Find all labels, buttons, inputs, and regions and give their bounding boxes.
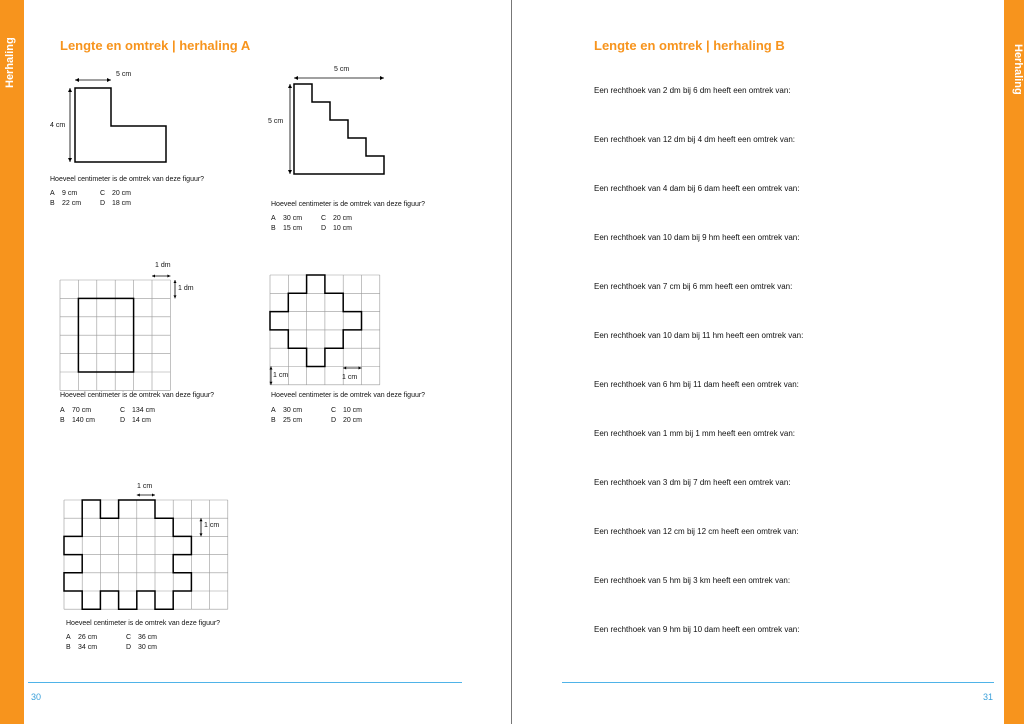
- figure-3-grid-rectangle: [60, 260, 200, 395]
- right-side-tab: [1004, 0, 1024, 724]
- answer-key: D: [99, 200, 106, 207]
- question-line: Een rechthoek van 1 mm bij 1 mm heeft een omtrek van:: [594, 429, 795, 438]
- fig4-answers: [271, 406, 379, 426]
- fig1-question: Hoeveel centimeter is de omtrek van deze figuur?: [50, 176, 205, 183]
- fig1-answers: [50, 189, 148, 209]
- figure-2-staircase: [280, 70, 400, 180]
- page-fold: [511, 0, 512, 724]
- question-line: Een rechthoek van 10 dam bij 11 hm heeft een omtrek van:: [594, 331, 804, 340]
- question-line: Een rechthoek van 4 dam bij 6 dam heeft een omtrek van:: [594, 184, 800, 193]
- answer-key: C: [119, 407, 126, 414]
- figure-1-l-shape: [60, 72, 180, 172]
- answer-key: D: [125, 644, 132, 651]
- page-a-title: Lengte en omtrek | herhaling A: [60, 38, 251, 53]
- answer-value: 20 cm: [342, 417, 363, 424]
- fig5-answers: [66, 633, 174, 653]
- answer-value: 9 cm: [62, 190, 78, 197]
- question-line: Een rechthoek van 2 dm bij 6 dm heeft een omtrek van:: [594, 86, 791, 95]
- fig1-width-label: 5 cm: [116, 71, 132, 78]
- figure-5-grid-shape: [64, 500, 234, 615]
- page-b-footer-rule: [562, 682, 994, 683]
- fig5-vertical-unit: 1 cm: [204, 522, 220, 529]
- answer-value: 20 cm: [332, 215, 353, 222]
- answer-key: B: [60, 417, 65, 424]
- fig5-horizontal-unit: 1 cm: [137, 483, 153, 490]
- question-line: Een rechthoek van 3 dm bij 7 dm heeft een omtrek van:: [594, 478, 791, 487]
- answer-key: A: [50, 190, 55, 197]
- page-b-title: Lengte en omtrek | herhaling B: [594, 38, 785, 53]
- answer-key: D: [330, 417, 337, 424]
- fig4-horizontal-unit: 1 cm: [342, 374, 358, 381]
- answer-key: A: [271, 215, 276, 222]
- answer-key: C: [330, 407, 337, 414]
- question-line: Een rechthoek van 6 hm bij 11 dam heeft een omtrek van:: [594, 380, 799, 389]
- answer-key: A: [271, 407, 276, 414]
- answer-key: B: [66, 644, 71, 651]
- page-a-number: 30: [31, 692, 42, 702]
- answer-value: 140 cm: [72, 417, 95, 424]
- fig1-height-label: 4 cm: [50, 122, 66, 129]
- answer-key: A: [66, 634, 71, 641]
- answer-key: B: [50, 200, 55, 207]
- right-tab-label: Herhaling: [1012, 44, 1024, 95]
- fig2-question: Hoeveel centimeter is de omtrek van deze figuur?: [271, 201, 426, 208]
- answer-value: 70 cm: [72, 407, 92, 414]
- question-line: Een rechthoek van 7 cm bij 6 mm heeft een omtrek van:: [594, 282, 793, 291]
- answer-value: 36 cm: [137, 634, 158, 641]
- answer-value: 30 cm: [283, 407, 303, 414]
- answer-key: D: [119, 417, 126, 424]
- fig3-answers: [60, 406, 168, 426]
- answer-key: C: [125, 634, 132, 641]
- question-line: Een rechthoek van 5 hm bij 3 km heeft een omtrek van:: [594, 576, 791, 585]
- answer-value: 14 cm: [131, 417, 152, 424]
- answer-value: 10 cm: [332, 225, 353, 232]
- answer-value: 10 cm: [342, 407, 363, 414]
- question-line: Een rechthoek van 10 dam bij 9 hm heeft een omtrek van:: [594, 233, 800, 242]
- answer-value: 30 cm: [137, 644, 158, 651]
- fig4-question: Hoeveel centimeter is de omtrek van deze figuur?: [271, 392, 426, 399]
- left-tab-label: Herhaling: [4, 37, 16, 88]
- question-line: Een rechthoek van 9 hm bij 10 dam heeft een omtrek van:: [594, 625, 800, 634]
- answer-key: D: [320, 225, 327, 232]
- answer-value: 25 cm: [283, 417, 303, 424]
- fig2-answers: [271, 214, 369, 234]
- fig2-width-label: 5 cm: [334, 66, 350, 73]
- page-b-number: 31: [983, 692, 994, 702]
- question-line: Een rechthoek van 12 cm bij 12 cm heeft een omtrek van:: [594, 527, 799, 536]
- left-side-tab: [0, 0, 24, 724]
- answer-value: 15 cm: [283, 225, 303, 232]
- fig4-vertical-unit: 1 cm: [273, 372, 289, 379]
- answer-value: 30 cm: [283, 215, 303, 222]
- fig2-height-label: 5 cm: [268, 118, 284, 125]
- fig5-question: Hoeveel centimeter is de omtrek van deze figuur?: [66, 620, 221, 627]
- question-line: Een rechthoek van 12 dm bij 4 dm heeft een omtrek van:: [594, 135, 796, 144]
- answer-value: 134 cm: [131, 407, 155, 414]
- answer-key: B: [271, 417, 276, 424]
- fig3-vertical-unit: 1 dm: [178, 285, 194, 292]
- page-a-footer-rule: [28, 682, 462, 683]
- answer-value: 34 cm: [78, 644, 98, 651]
- answer-key: A: [60, 407, 65, 414]
- answer-value: 22 cm: [62, 200, 82, 207]
- answer-key: B: [271, 225, 276, 232]
- answer-value: 18 cm: [111, 200, 132, 207]
- fig3-question: Hoeveel centimeter is de omtrek van deze figuur?: [60, 392, 215, 399]
- answer-key: C: [99, 190, 106, 197]
- answer-value: 26 cm: [78, 634, 98, 641]
- answer-key: C: [320, 215, 327, 222]
- fig3-horizontal-unit: 1 dm: [155, 262, 171, 269]
- answer-value: 20 cm: [111, 190, 132, 197]
